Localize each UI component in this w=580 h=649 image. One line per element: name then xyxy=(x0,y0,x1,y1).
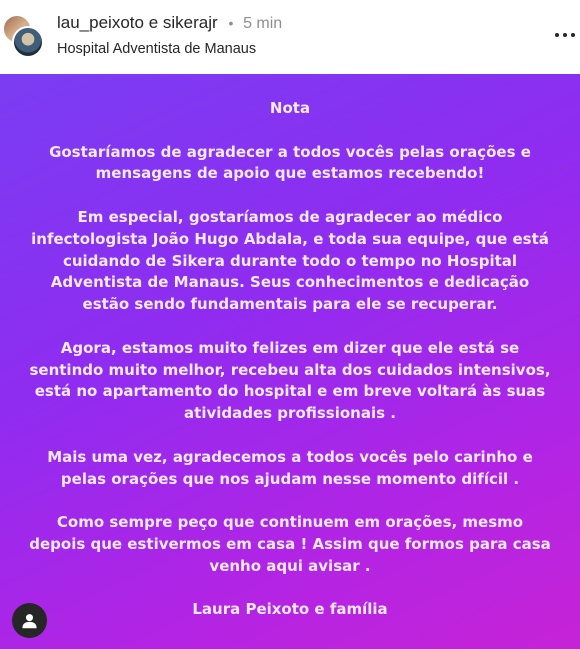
avatar-sikerajr[interactable] xyxy=(12,26,44,58)
user-tag-icon[interactable] xyxy=(12,603,47,638)
authors-conjunction: e xyxy=(148,13,159,32)
more-options-icon[interactable] xyxy=(555,26,577,44)
note-text xyxy=(0,98,580,643)
post-authors xyxy=(57,13,282,33)
note-paragraph-2: Em especial, gostaríamos de agradecer ao médico infectologista João Hugo Abdala, e toda sua equipe, que está cuidando de Sikera durante todo o tempo no Hospital Adventista de Manaus. Seus conhecimentos e dedicação estão sendo fundamentais para ele se recuperar. xyxy=(31,207,549,314)
note-paragraph-4: Mais uma vez, agradecemos a todos vocês pelo carinho e pelas orações que nos ajudam nesse momento difícil . xyxy=(47,447,533,488)
note-paragraph-5: Como sempre peço que continuem em orações, mesmo depois que estivermos em casa ! Assim que formos para casa venho aqui avisar . xyxy=(29,513,551,575)
note-signature: Laura Peixoto e família xyxy=(192,600,388,619)
username-sikerajr[interactable]: sikerajr xyxy=(162,13,218,32)
note-title: Nota xyxy=(269,99,311,117)
post-image[interactable] xyxy=(0,74,580,649)
post-location[interactable]: Hospital Adventista de Manaus xyxy=(57,41,257,57)
post-header xyxy=(0,0,580,74)
separator-dot: • xyxy=(228,15,234,31)
note-paragraph-3: Agora, estamos muito felizes em dizer que ele está se sentindo muito melhor, recebeu alta dos cuidados intensivos, está no apartamento do hospital e em breve voltará às suas atividades profissionais . xyxy=(29,338,551,423)
collab-avatars[interactable] xyxy=(2,14,46,58)
post-time[interactable]: 5 min xyxy=(243,15,283,32)
username-lau-peixoto[interactable]: lau_peixoto xyxy=(57,13,144,32)
note-paragraph-1: Gostaríamos de agradecer a todos vocês pelas orações e mensagens de apoio que estamos recebendo! xyxy=(49,142,531,183)
